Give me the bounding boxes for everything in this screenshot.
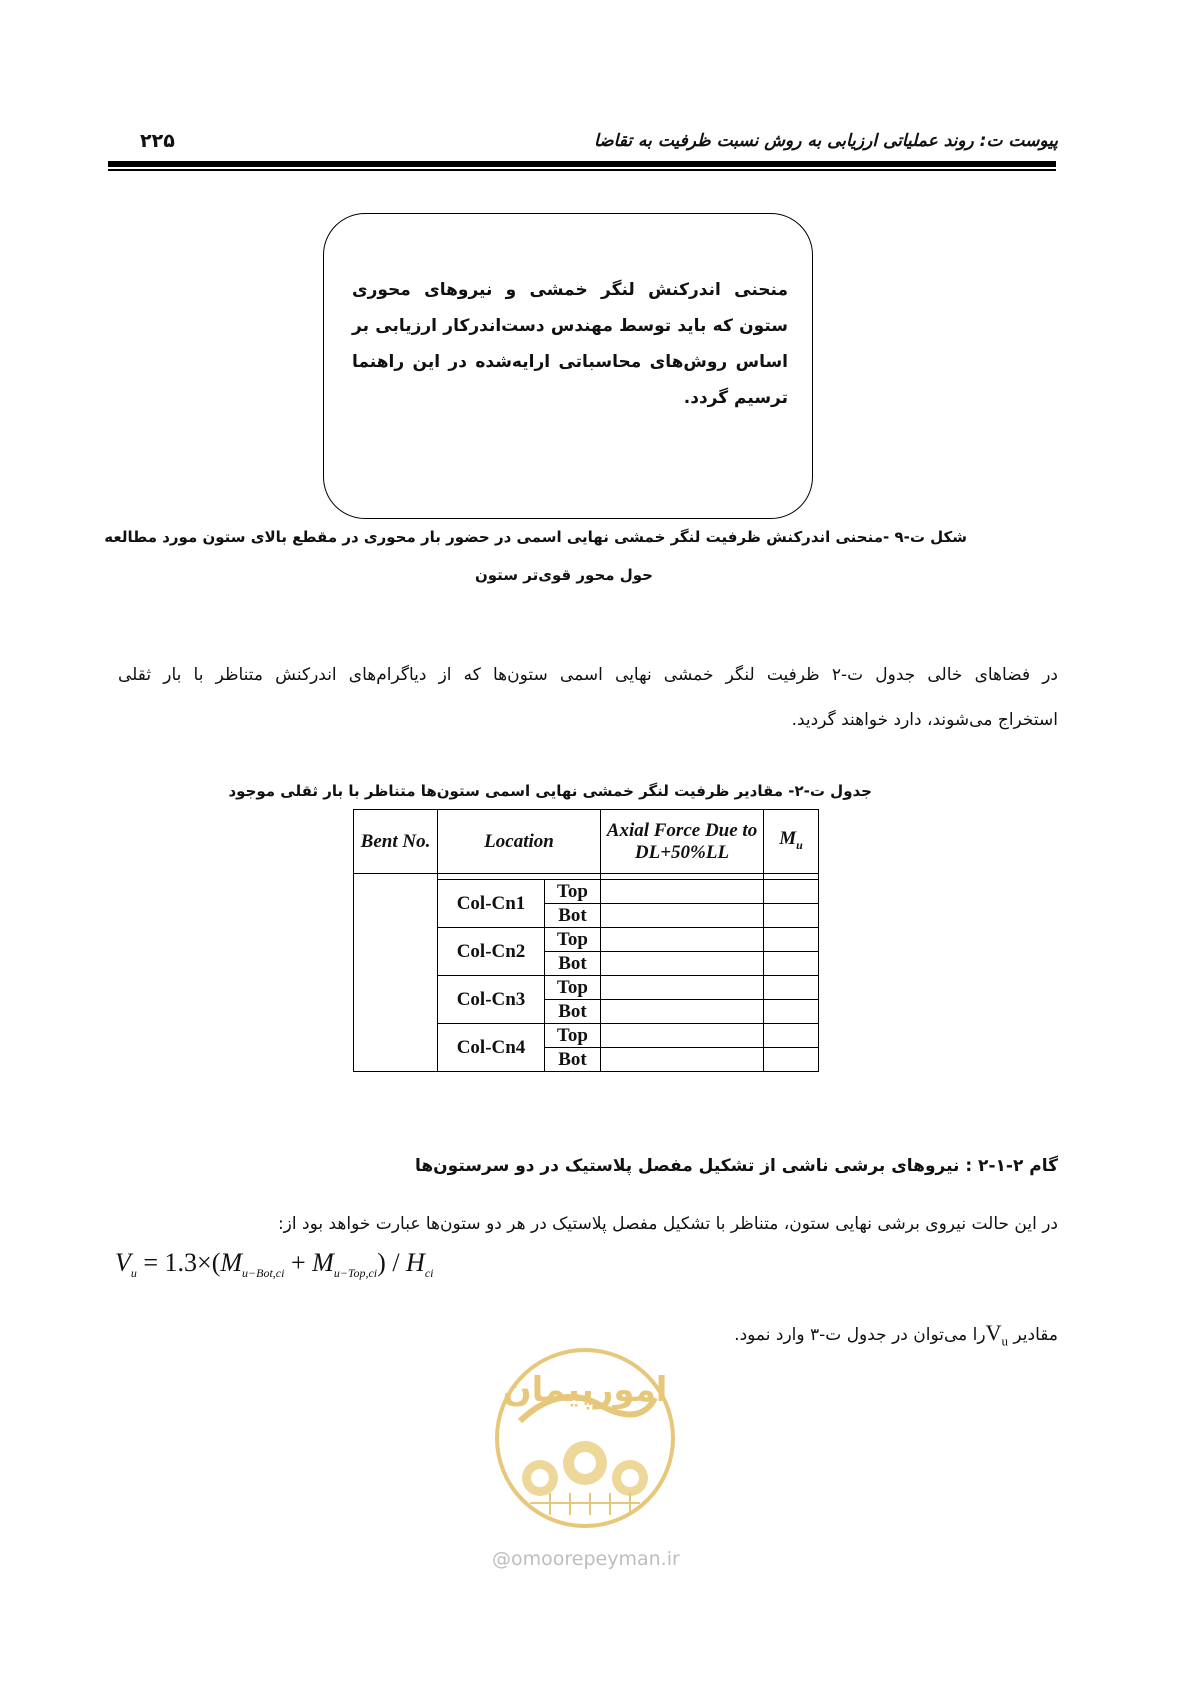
mu-cell (764, 976, 819, 1000)
axial-cell (601, 928, 764, 952)
mu-cell (764, 928, 819, 952)
vu-symbol: $V_u$ (985, 1320, 1009, 1349)
formula-h-sub: ci (424, 1266, 434, 1281)
header-mu-subscript: u (796, 837, 803, 852)
page-number: ۲۲۵ (140, 130, 175, 152)
formula-plus: + (284, 1248, 313, 1277)
figure-caption-line1: شکل ت-۹ -منحنی اندرکنش ظرفیت لنگر خمشی نهایی اسمی در حضور بار محوری در مقطع بالای ستون مورد مطالعه (104, 528, 967, 546)
table-caption: جدول ت-۲- مقادیر ظرفیت لنگر خمشی نهایی اسمی ستون‌ها متناظر با بار ثقلی موجود (228, 782, 872, 800)
position-cell: Top (545, 928, 601, 952)
location-cell: Col-Cn1 (438, 880, 545, 928)
formula-close: ) / (377, 1248, 407, 1277)
step-heading: گام ۲-۱-۲ : نیروهای برشی ناشی از تشکیل مفصل پلاستیک در دو سرستون‌ها (415, 1156, 1058, 1176)
mu-cell (764, 1000, 819, 1024)
axial-cell (601, 880, 764, 904)
vu-after: را می‌توان در جدول ت-۳ وارد نمود. (734, 1325, 986, 1345)
header-axial-force: Axial Force Due to DL+50%LL (601, 810, 764, 874)
running-header-title: پیوست ت: روند عملیاتی ارزیابی به روش نسبت ظرفیت به تقاضا (594, 131, 1058, 151)
position-cell: Bot (545, 1048, 601, 1072)
watermark-site: @omoorepeyman.ir (492, 1548, 680, 1570)
watermark-logo-text: امورپیمان (502, 1370, 668, 1410)
position-cell: Top (545, 880, 601, 904)
step-text: در این حالت نیروی برشی نهایی ستون، متناظر با تشکیل مفصل پلاستیک در هر دو ستون‌ها عبارت خواهد بود از: (277, 1214, 1058, 1234)
position-cell: Bot (545, 1000, 601, 1024)
header-mu (764, 810, 819, 874)
shear-formula (115, 1248, 434, 1281)
moment-capacity-table (353, 809, 819, 1072)
watermark-logo (490, 1343, 680, 1533)
formula-m1: M (220, 1248, 243, 1277)
table-header-row (354, 810, 819, 874)
position-cell: Top (545, 1024, 601, 1048)
formula-eq: = 1.3×( (136, 1248, 221, 1277)
figure-placeholder-text: منحنی اندرکنش لنگر خمشی و نیروهای محوری ستون که باید توسط مهندس دست‌اندرکار ارزیابی بر اساس روش‌های محاسباتی ارایه‌شده در این راهنما ترسیم گردد. (352, 280, 788, 408)
header-rule-thin (108, 169, 1056, 171)
mu-cell (764, 1024, 819, 1048)
mu-cell (764, 952, 819, 976)
formula-v: V (115, 1248, 131, 1277)
header-bent-no: Bent No. (354, 810, 438, 874)
axial-cell (601, 1048, 764, 1072)
mu-cell (764, 904, 819, 928)
axial-cell (601, 1024, 764, 1048)
paragraph-line1: در فضاهای خالی جدول ت-۲ ظرفیت لنگر خمشی نهایی اسمی ستون‌ها که از دیاگرام‌های اندرکنش متناظر با بار ثقلی (118, 665, 1058, 685)
position-cell: Bot (545, 904, 601, 928)
location-cell: Col-Cn3 (438, 976, 545, 1024)
mu-cell (764, 1048, 819, 1072)
paragraph-line2: استخراج می‌شوند، دارد خواهند گردید. (791, 710, 1058, 730)
axial-cell (601, 976, 764, 1000)
header-location: Location (438, 810, 601, 874)
axial-cell (601, 1000, 764, 1024)
bent-no-cell (354, 874, 438, 1072)
formula-m2-sub: u−Top,ci (333, 1266, 378, 1281)
vu-instruction (734, 1320, 1058, 1349)
axial-cell (601, 952, 764, 976)
vu-before: مقادیر (1008, 1325, 1058, 1345)
location-cell: Col-Cn2 (438, 928, 545, 976)
formula-v-sub: u (130, 1266, 137, 1281)
figure-caption-line2: حول محور قوی‌تر ستون (474, 566, 653, 584)
header-mu-symbol: M (779, 827, 797, 849)
header-rule-thick (108, 161, 1056, 167)
mu-cell (764, 880, 819, 904)
position-cell: Top (545, 976, 601, 1000)
formula-m2: M (312, 1248, 334, 1277)
location-cell: Col-Cn4 (438, 1024, 545, 1072)
position-cell: Bot (545, 952, 601, 976)
axial-cell (601, 904, 764, 928)
formula-m1-sub: u−Bot,ci (242, 1266, 285, 1281)
formula-h: H (406, 1248, 425, 1277)
